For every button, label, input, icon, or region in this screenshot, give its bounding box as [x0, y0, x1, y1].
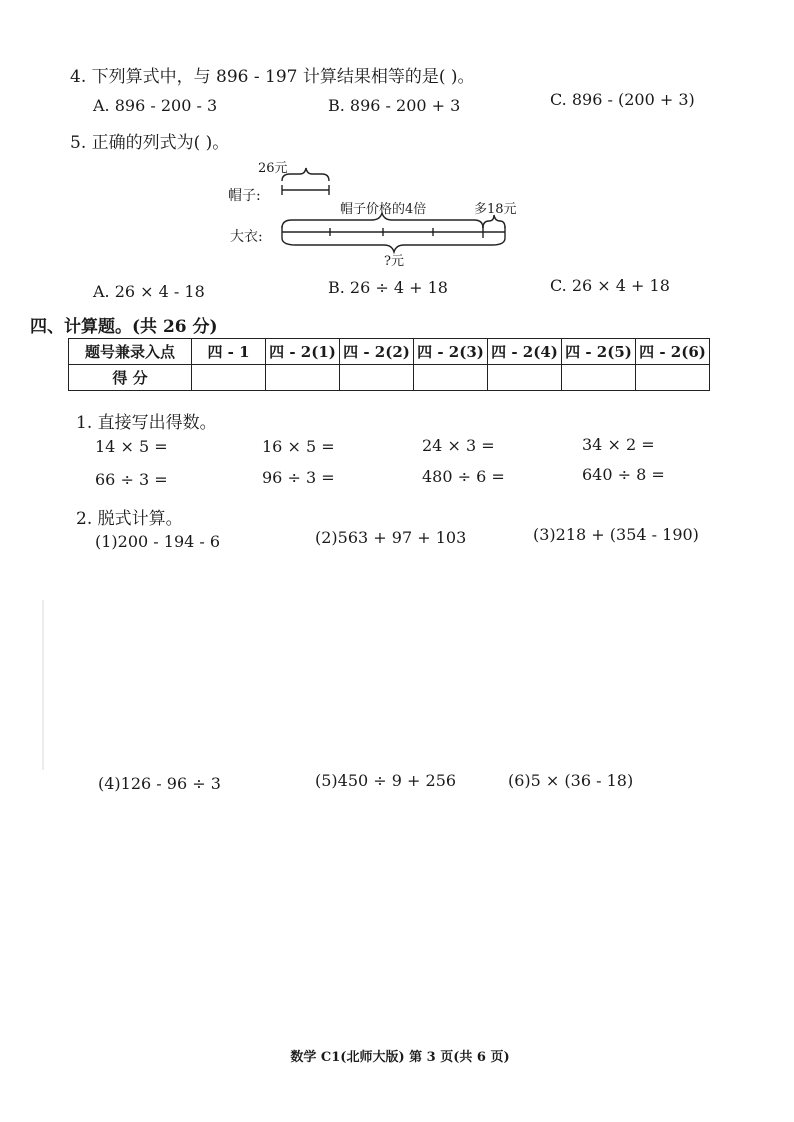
score-cell[interactable]	[488, 365, 562, 391]
question-5-option-b: B. 26 ÷ 4 + 18	[328, 278, 448, 297]
oral-calc-item: 14 × 5 =	[95, 437, 168, 456]
question-4-option-a: A. 896 - 200 - 3	[93, 96, 218, 115]
score-table	[68, 338, 710, 391]
score-cell[interactable]	[414, 365, 488, 391]
hat-label: 帽子:	[228, 188, 261, 204]
score-table-score-row	[69, 365, 710, 391]
four-times-brace	[282, 213, 483, 228]
score-cell[interactable]	[562, 365, 636, 391]
step-calc-item-2: (2)563 + 97 + 103	[315, 528, 467, 547]
question-4-option-c: C. 896 - (200 + 3)	[550, 90, 695, 109]
hat-price-label: 26元	[258, 161, 288, 176]
step-calc-item-6: (6)5 × (36 - 18)	[508, 771, 634, 790]
oral-calc-item: 16 × 5 =	[262, 437, 335, 456]
section-4-title: 四、计算题。(共 26 分)	[30, 317, 218, 337]
step-calc-item-1: (1)200 - 194 - 6	[95, 532, 221, 551]
question-5-option-a: A. 26 × 4 - 18	[93, 282, 205, 301]
part-1-title: 1. 直接写出得数。	[76, 413, 217, 433]
question-5-option-c: C. 26 × 4 + 18	[550, 276, 670, 295]
step-calc-item-4: (4)126 - 96 ÷ 3	[98, 774, 221, 793]
scan-margin-mark	[42, 600, 44, 770]
score-col-7: 四 - 2(6)	[636, 339, 710, 365]
unknown-label: ?元	[384, 254, 404, 269]
score-col-2: 四 - 2(1)	[266, 339, 340, 365]
part-2-title: 2. 脱式计算。	[76, 509, 183, 529]
score-cell[interactable]	[266, 365, 340, 391]
question-4-option-b: B. 896 - 200 + 3	[328, 96, 461, 115]
hat-brace	[282, 168, 329, 181]
extra-label: 多18元	[474, 202, 517, 217]
extra-brace	[483, 215, 505, 228]
score-table-row1-header: 题号兼录入点	[69, 339, 192, 365]
score-cell[interactable]	[340, 365, 414, 391]
coat-label: 大衣:	[230, 229, 263, 245]
score-cell[interactable]	[192, 365, 266, 391]
score-col-4: 四 - 2(3)	[414, 339, 488, 365]
oral-calc-item: 640 ÷ 8 =	[582, 465, 665, 484]
score-cell[interactable]	[636, 365, 710, 391]
question-5-stem: 5. 正确的列式为( )。	[70, 133, 230, 153]
oral-calc-item: 34 × 2 =	[582, 435, 655, 454]
oral-calc-item: 66 ÷ 3 =	[95, 470, 168, 489]
score-col-5: 四 - 2(4)	[488, 339, 562, 365]
step-calc-item-5: (5)450 ÷ 9 + 256	[315, 771, 457, 790]
total-brace	[282, 238, 505, 252]
score-col-6: 四 - 2(5)	[562, 339, 636, 365]
score-table-header-row	[69, 339, 710, 365]
question-4-stem: 4. 下列算式中，与 896 - 197 计算结果相等的是( )。	[70, 67, 475, 87]
relation-label: 帽子价格的4倍	[340, 202, 427, 217]
score-col-3: 四 - 2(2)	[340, 339, 414, 365]
oral-calc-item: 24 × 3 =	[422, 436, 495, 455]
score-col-1: 四 - 1	[192, 339, 266, 365]
oral-calc-item: 480 ÷ 6 =	[422, 467, 505, 486]
page-footer: 数学 C1(北师大版) 第 3 页(共 6 页)	[290, 1050, 510, 1065]
line-segment-diagram	[0, 0, 794, 300]
oral-calc-item: 96 ÷ 3 =	[262, 468, 335, 487]
score-table-row2-header: 得 分	[69, 365, 192, 391]
step-calc-item-3: (3)218 + (354 - 190)	[533, 525, 699, 544]
